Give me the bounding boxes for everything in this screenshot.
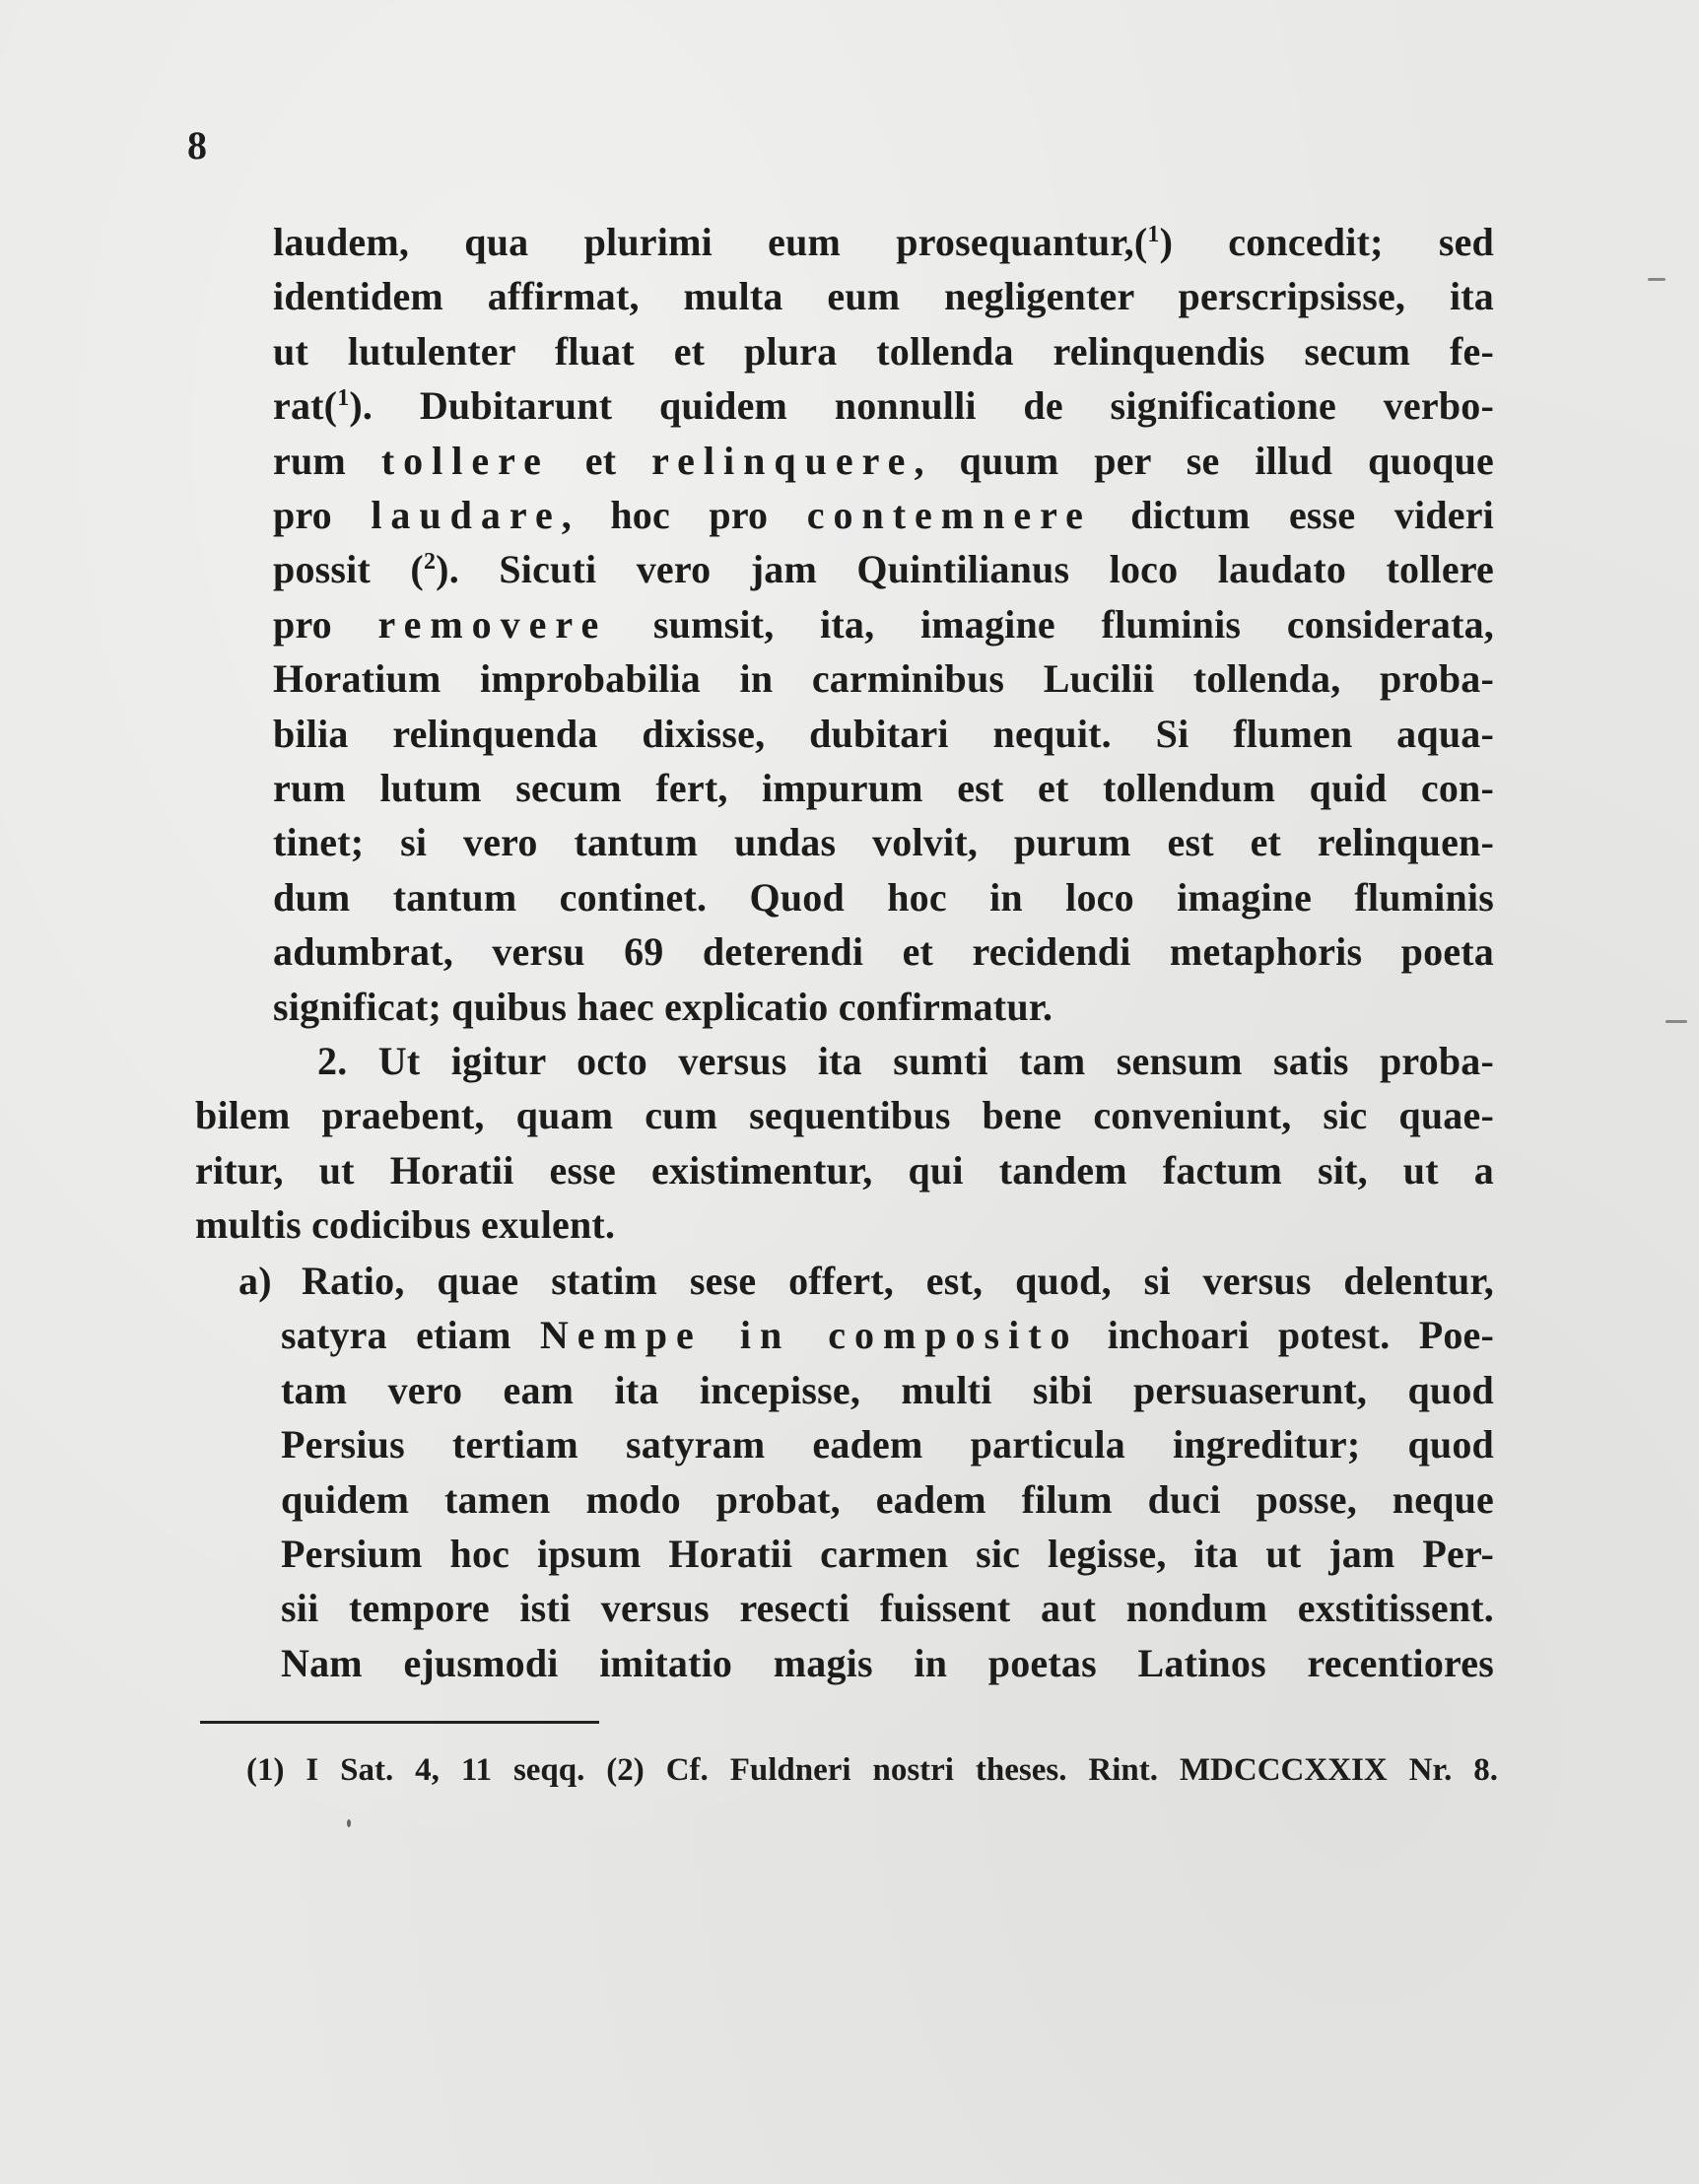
text-segment: ritur, ut Horatii esse existimentur, qui tandem factum sit, ut a	[195, 1147, 1494, 1193]
emphasized-term: Nempe in composito	[539, 1313, 1079, 1358]
block1-line	[273, 601, 1495, 647]
emphasized-term: contemnere	[806, 493, 1092, 537]
text-segment: sii tempore isti versus resecti fuissent aut nondum exstitissent.	[281, 1586, 1494, 1631]
text-segment: possit (	[273, 547, 424, 592]
block3-line	[281, 1586, 1494, 1631]
text-segment: rum lutum secum fert, impurum est et tollendum quid con-	[273, 766, 1494, 810]
block2-line	[195, 1147, 1494, 1193]
paper-speck	[347, 1819, 351, 1827]
block1-line	[273, 929, 1494, 975]
text-segment: Persium hoc ipsum Horatii carmen sic legisse, ita ut jam Per-	[281, 1532, 1494, 1576]
block1-line	[273, 766, 1494, 810]
text-segment: bilem praebent, quam cum sequentibus bene conveniunt, sic quae-	[195, 1093, 1494, 1138]
emphasized-term: relinquere	[651, 438, 915, 483]
block1-line	[273, 874, 1494, 920]
text-segment: dictum esse videri	[1091, 493, 1494, 537]
emphasized-term: tollere	[380, 438, 550, 483]
text-segment: Ratio, quae statim sese offert, est, quod, si versus delentur,	[302, 1259, 1494, 1303]
text-segment: , quum per se illud quoque	[914, 438, 1495, 483]
block2-line	[195, 1202, 1494, 1248]
block2-line	[317, 1039, 1494, 1083]
footnote-reference: 2	[423, 549, 437, 576]
block1-line	[273, 820, 1494, 865]
block3-line	[281, 1532, 1494, 1576]
text-segment: rum	[273, 438, 381, 483]
block1-line	[273, 984, 1494, 1029]
text-segment: satyra etiam	[281, 1313, 540, 1358]
text-segment: dum tantum continet. Quod hoc in loco imagine fluminis	[273, 874, 1494, 920]
text-segment: inchoari potest. Poe-	[1078, 1313, 1495, 1358]
text-segment: adumbrat, versu 69 deterendi et recidendi metaphoris poeta	[273, 929, 1494, 975]
paper-speck	[1648, 278, 1665, 281]
text-segment: Nam ejusmodi imitatio magis in poetas Latinos recentiores	[281, 1640, 1494, 1685]
text-segment: ). Dubitarunt quidem nonnulli de significatione verbo-	[349, 383, 1494, 429]
text-segment: tinet; si vero tantum undas volvit, purum est et relinquen-	[273, 820, 1494, 865]
block1-line	[273, 220, 1494, 264]
paper-speck	[1665, 1020, 1687, 1023]
footnote-reference: 1	[337, 385, 350, 412]
text-segment: Persius tertiam satyram eadem particula ingreditur; quod	[281, 1422, 1494, 1467]
block1-line	[273, 328, 1494, 374]
block3-line	[281, 1313, 1495, 1358]
block3-line	[281, 1367, 1494, 1412]
page-number: 8	[187, 123, 207, 168]
block1-line	[273, 656, 1494, 702]
block3-line	[281, 1422, 1494, 1467]
text-segment: pro	[273, 493, 372, 537]
block1-line	[273, 383, 1494, 429]
text-segment: ). Sicuti vero jam Quintilianus loco laudato tollere	[436, 547, 1494, 592]
block1-line	[273, 274, 1494, 319]
text-segment: laudem, qua plurimi eum prosequantur,(	[273, 220, 1148, 264]
footnote-reference: 1	[1147, 222, 1160, 247]
list-label: a)	[238, 1259, 272, 1303]
text-segment: et	[549, 438, 652, 483]
text-segment: ut lutulenter fluat et plura tollenda relinquendis secum fe-	[273, 328, 1494, 374]
text-segment: significat; quibus haec explicatio confirmatur.	[273, 984, 1053, 1029]
text-segment: identidem affirmat, multa eum negligenter perscripsisse, ita	[273, 274, 1494, 319]
text-segment: tam vero eam ita incepisse, multi sibi persuaserunt, quod	[281, 1367, 1494, 1412]
text-segment: , hoc pro	[561, 493, 807, 537]
block1-line	[273, 493, 1494, 537]
block1-line	[273, 547, 1494, 592]
text-segment: bilia relinquenda dixisse, dubitari nequit. Si flumen aqua-	[273, 711, 1494, 756]
emphasized-term: removere	[377, 601, 608, 647]
text-segment: quidem tamen modo probat, eadem filum duci posse, neque	[281, 1476, 1494, 1522]
text-segment: sumsit, ita, imagine fluminis considerata,	[607, 601, 1495, 647]
text-segment: 2. Ut igitur octo versus ita sumti tam sensum satis proba-	[317, 1039, 1494, 1083]
block3-line	[281, 1476, 1494, 1522]
block3-line	[302, 1259, 1494, 1303]
block3-line	[281, 1640, 1494, 1685]
text-segment: pro	[273, 601, 378, 647]
text-segment: Horatium improbabilia in carminibus Lucilii tollenda, proba-	[273, 656, 1494, 702]
block1-line	[273, 438, 1495, 483]
emphasized-term: laudare	[371, 493, 562, 537]
block2-line	[195, 1093, 1494, 1138]
footnote-rule	[200, 1721, 599, 1724]
text-segment: ) concedit; sed	[1159, 220, 1494, 264]
text-segment: multis codicibus exulent.	[195, 1202, 616, 1248]
footnotes: (1) I Sat. 4, 11 seqq. (2) Cf. Fuldneri nostri theses. Rint. MDCCCXXIX Nr. 8.	[246, 1752, 1498, 1788]
block1-line	[273, 711, 1494, 756]
text-segment: rat(	[273, 383, 338, 429]
